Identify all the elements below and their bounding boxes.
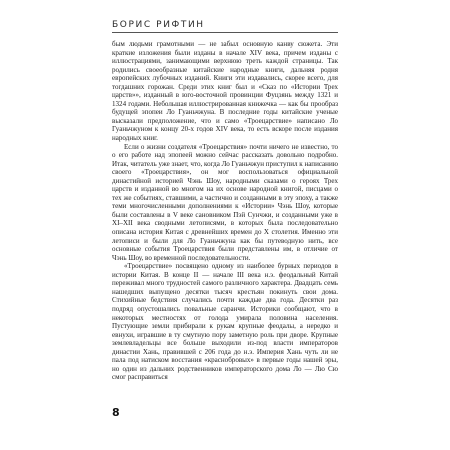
header-rule <box>112 32 338 33</box>
paragraph-3: «Троецарствие» посвящено одному из наиболее бурных периодов в истории Китая. В конце II — начале III века н.э. феодальный Китай переживал много трудностей самого различного характера. Двадцать семь нашедших выпущено десятки тысяч крестьян покинуть свои дома. Стихийные бедствия случались почти каждые два года. Десятки раз подряд опустошались повальные саранчи. Историки сообщают, что в некоторых местностях от голода умирала половина населения. Пустующие земли прибирали к рукам крупные феодалы, а нередко и евнухи, игравшие в ту смутную пору заметную роль при дворе. Крупные землевладельцы все больше выходили из-под власти императоров династии Хань, правившей с 206 года до н.э. Империя Хань чуть ли не пала под натиском восстания «краснобровых» в первые годы нашей эры, но один из дальних родственников императорского дома Ло — Лю Сю смог расправиться <box>112 262 338 382</box>
page-number: 8 <box>112 406 120 419</box>
paragraph-2: Если о жизни создателя «Троецарствия» почти ничего не известно, то о его работе над эпопеей можно сейчас рассказать довольно подробно. Итак, читатель уже знает, что, когда Ло Гуаньчжун приступил к написанию своего «Троецарствия», он мог воспользоваться официальной династийной историей Чэнь Шоу, народными сказами о героях Трех царств и изданной во многом на их основе народной книгой, писцами о тех же событиях, ставшими, а частично и созданными в эту эпоху, а также теми многочисленными дополнениями к «Истории» Чэнь Шоу, которые были составлены в V веке сановником Пэй Сунчжи, и созданными уже в XI–XII века сводными летописями, в которых была последовательно описана история Китая с древнейших времен до X столетия. Именно эти летописи и были для Ло Гуаньчжуна как бы путеводную нить, все основные события Троецарствия были представлены им, в отличие от Чэнь Шоу, во временной последовательности. <box>112 142 338 262</box>
paragraph-1: бым людьми грамотными — не забыл основную канву сюжета. Эти краткие изложения были изданы в начале XIV века, причем изданы с иллюстрациями, занимающими верхнюю треть каждой страницы. Так родились своеобразные китайские народные книги, дальняя родня европейских лубочных изданий. Книги эти издавались, скорее всего, для тогдашних горожан. Среди этих книг был и «Сказ по «Истории Трех царств»», изданный в юго-восточной провинции Фуцзянь между 1321 и 1324 годами. Небольшая иллюстрированная книжечка — как бы прообраз будущей эпопеи Ло Гуаньчжуна. В последние годы китайские ученые высказали предположение, что и само «Троецарствие» написано Ло Гуаньчжуном к концу 20-х годов XIV века, то есть вскоре после издания народных книг. <box>112 40 338 143</box>
running-head: БОРИС РИФТИН <box>112 20 205 30</box>
body-text <box>112 40 338 382</box>
